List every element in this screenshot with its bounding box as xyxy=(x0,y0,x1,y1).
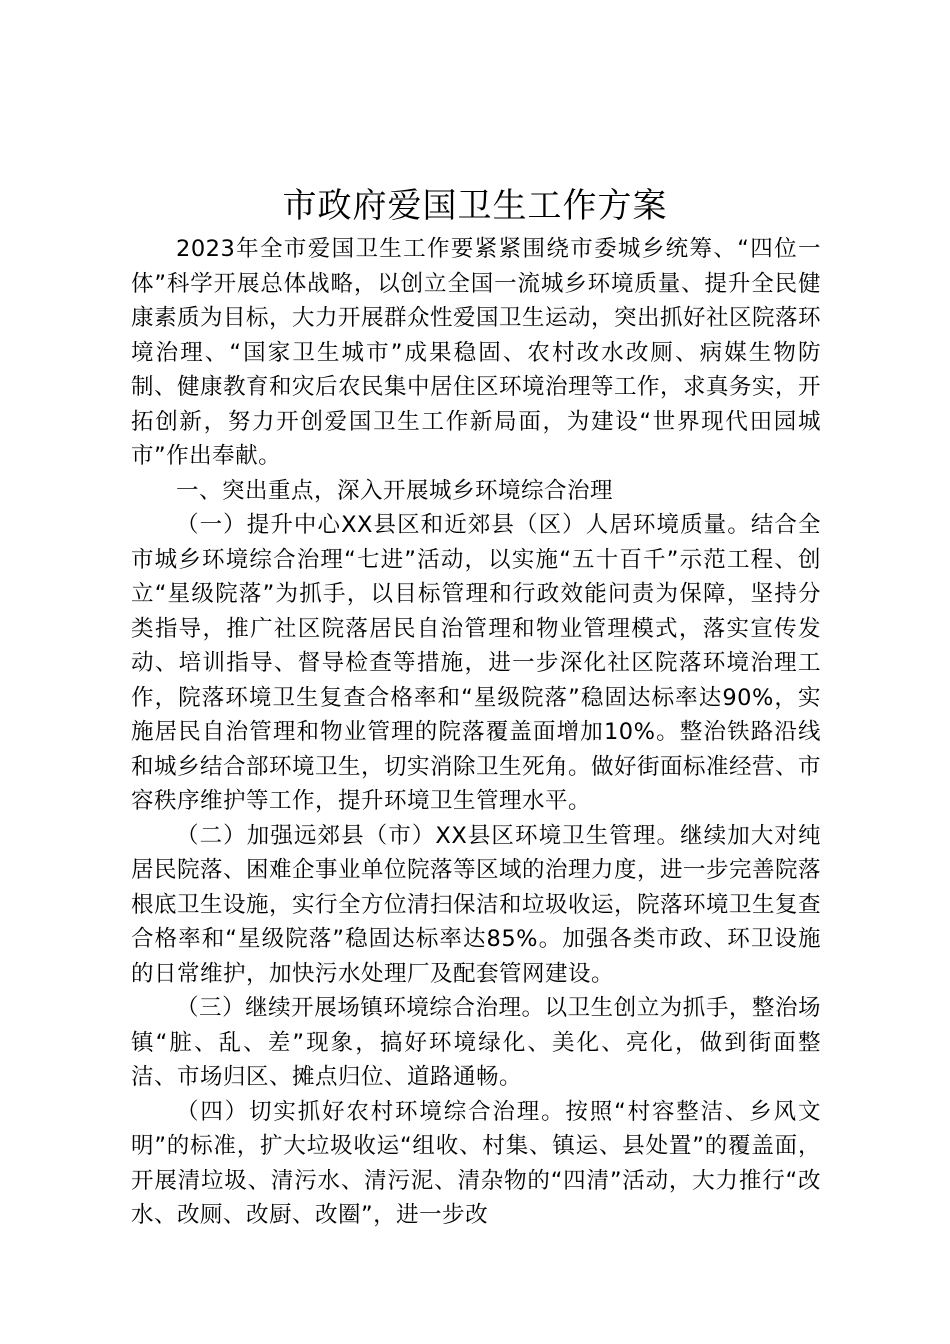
paragraph-item-3: （三）继续开展场镇环境综合治理。以卫生创立为抓手，整治场镇“脏、乱、差”现象，搞好环境绿化、美化、亮化，做到街面整洁、市场归区、摊点归位、道路通畅。 xyxy=(131,995,821,1090)
paragraph-item-1: （一）提升中心XX县区和近郊县（区）人居环境质量。结合全市城乡环境综合治理“七进”活动，以实施“五十百千”示范工程、创立“星级院落”为抓手，以目标管理和行政效能问责为保障，坚持分类指导，推广社区院落居民自治管理和物业管理模式，落实宣传发动、培训指导、督导检查等措施，进一步深化社区院落环境治理工作，院落环境卫生复查合格率和“星级院落”稳固达标率达90%，实施居民自治管理和物业管理的院落覆盖面增加10%。整治铁路沿线和城乡结合部环境卫生，切实消除卫生死角。做好街面标准经营、市容秩序维护等工作，提升环境卫生管理水平。 xyxy=(131,512,822,814)
paragraph-intro: 2023年全市爱国卫生工作要紧紧围绕市委城乡统筹、“四位一体”科学开展总体战略，以创立全国一流城乡环境质量、提升全民健康素质为目标，大力开展群众性爱国卫生运动，突出抓好社区院落环境治理、“国家卫生城市”成果稳固、农村改水改厕、病媒生物防制、健康教育和灾后农民集中居住区环境治理等工作，求真务实，开拓创新，努力开创爱国卫生工作新局面，为建设“世界现代田园城市”作出奉献。 xyxy=(131,236,822,469)
section-heading: 一、突出重点，深入开展城乡环境综合治理 xyxy=(176,477,614,504)
document-body xyxy=(131,232,821,1233)
paragraph-item-4: （四）切实抓好农村环境综合治理。按照“村容整洁、乡风文明”的标准，扩大垃圾收运“组收、村集、镇运、县处置”的覆盖面，开展清垃圾、清污水、清污泥、清杂物的“四清”活动，大力推行“改水、改厕、改厨、改圈”，进一步改 xyxy=(131,1098,821,1228)
document-title: 市政府爱国卫生工作方案 xyxy=(282,186,668,226)
paragraph-item-2: （二）加强远郊县（市）XX县区环境卫生管理。继续加大对纯居民院落、困难企事业单位院落等区域的治理力度，进一步完善院落根底卫生设施，实行全方位清扫保洁和垃圾收运，院落环境卫生复查合格率和“星级院落”稳固达标率达85%。加强各类市政、环卫设施的日常维护，加快污水处理厂及配套管网建设。 xyxy=(131,822,822,987)
